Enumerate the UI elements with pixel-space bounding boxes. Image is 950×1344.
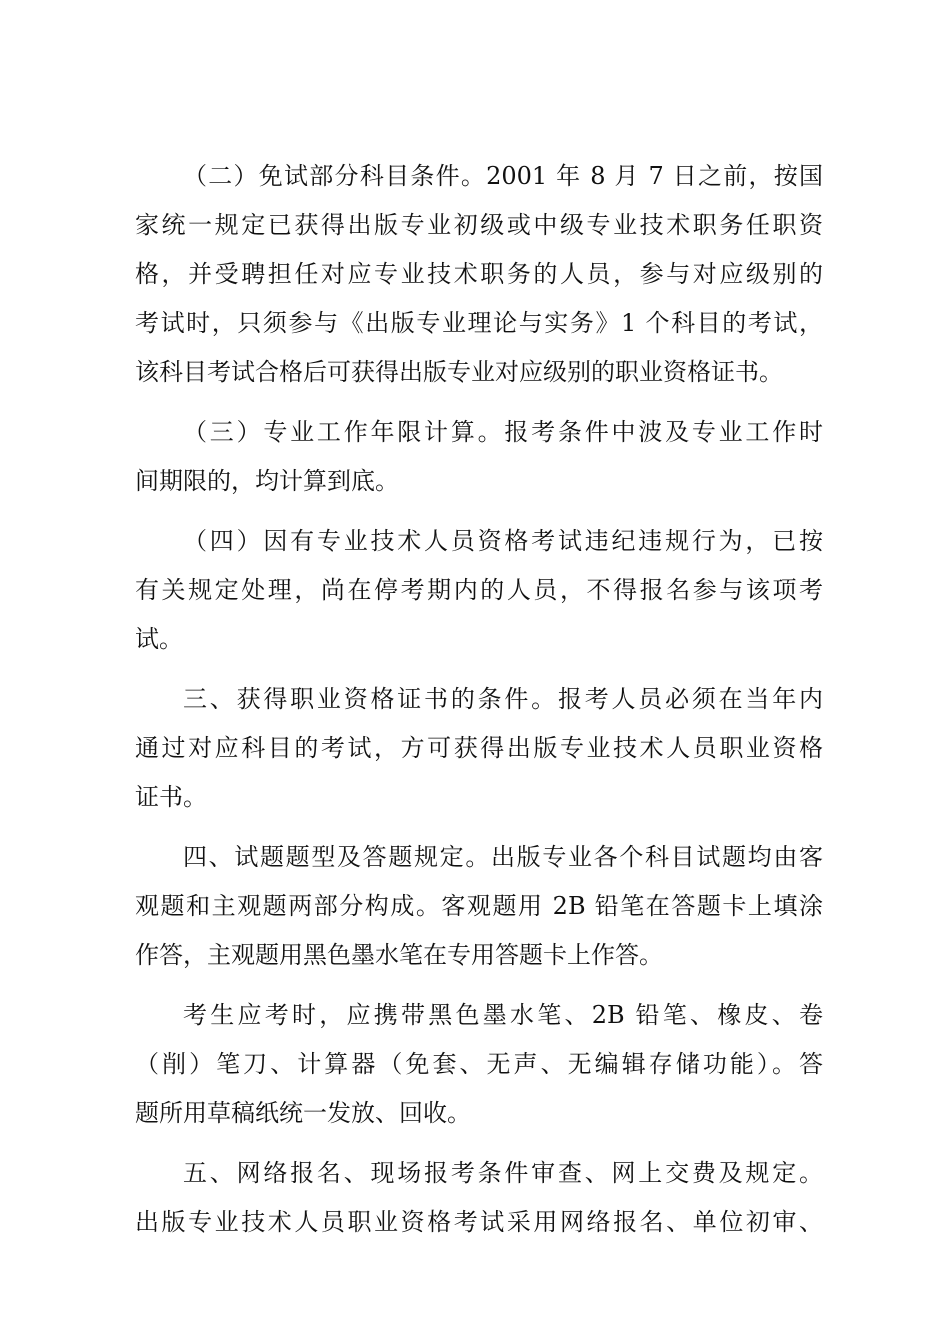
text-line: 证书。 <box>135 783 207 811</box>
text-line: 间期限的，均计算到底。 <box>135 467 399 495</box>
paragraph-work-years <box>135 408 823 506</box>
text-line: （削）笔刀、计算器（免套、无声、无编辑存储功能）。答 <box>135 1050 823 1078</box>
text-line: （三）专业工作年限计算。报考条件中波及专业工作时 <box>183 418 823 446</box>
text-line: 四、试题题型及答题规定。出版专业各个科目试题均由客 <box>183 843 823 871</box>
text-line: 出版专业技术人员职业资格考试采用网络报名、单位初审、 <box>135 1208 823 1236</box>
text-line: （四）因有专业技术人员资格考试违纪违规行为，已按 <box>183 527 823 555</box>
text-line: 格，并受聘担任对应专业技术职务的人员，参与对应级别的 <box>135 260 823 288</box>
paragraph-gap <box>135 397 823 408</box>
text-line: 试。 <box>135 625 183 653</box>
paragraph-gap <box>135 506 823 517</box>
paragraph-exemption-conditions <box>135 152 823 397</box>
text-line: 考试时，只须参与《出版专业理论与实务》1 个科目的考试， <box>135 309 823 337</box>
text-line: 作答，主观题用黑色墨水笔在专用答题卡上作答。 <box>135 941 663 969</box>
paragraph-gap <box>135 1138 823 1149</box>
paragraph-exam-supplies <box>135 991 823 1138</box>
paragraph-online-registration <box>135 1149 823 1247</box>
paragraph-certificate-conditions <box>135 675 823 822</box>
paragraph-gap <box>135 664 823 675</box>
text-line: 观题和主观题两部分构成。客观题用 2B 铅笔在答题卡上填涂 <box>135 892 823 920</box>
text-line: 题所用草稿纸统一发放、回收。 <box>135 1099 471 1127</box>
text-line: （二）免试部分科目条件。2001 年 8 月 7 日之前，按国 <box>183 162 823 190</box>
text-line: 三、获得职业资格证书的条件。报考人员必须在当年内 <box>183 685 823 713</box>
paragraph-gap <box>135 822 823 833</box>
text-line: 该科目考试合格后可获得出版专业对应级别的职业资格证书。 <box>135 358 783 386</box>
paragraph-gap <box>135 980 823 991</box>
paragraph-violation-ban <box>135 517 823 664</box>
document-body <box>135 152 823 1247</box>
text-line: 五、网络报名、现场报考条件审查、网上交费及规定。 <box>183 1159 823 1187</box>
paragraph-question-types <box>135 833 823 980</box>
text-line: 通过对应科目的考试，方可获得出版专业技术人员职业资格 <box>135 734 823 762</box>
text-line: 考生应考时，应携带黑色墨水笔、2B 铅笔、橡皮、卷 <box>183 1001 823 1029</box>
text-line: 有关规定处理，尚在停考期内的人员，不得报名参与该项考 <box>135 576 823 604</box>
text-line: 家统一规定已获得出版专业初级或中级专业技术职务任职资 <box>135 211 823 239</box>
